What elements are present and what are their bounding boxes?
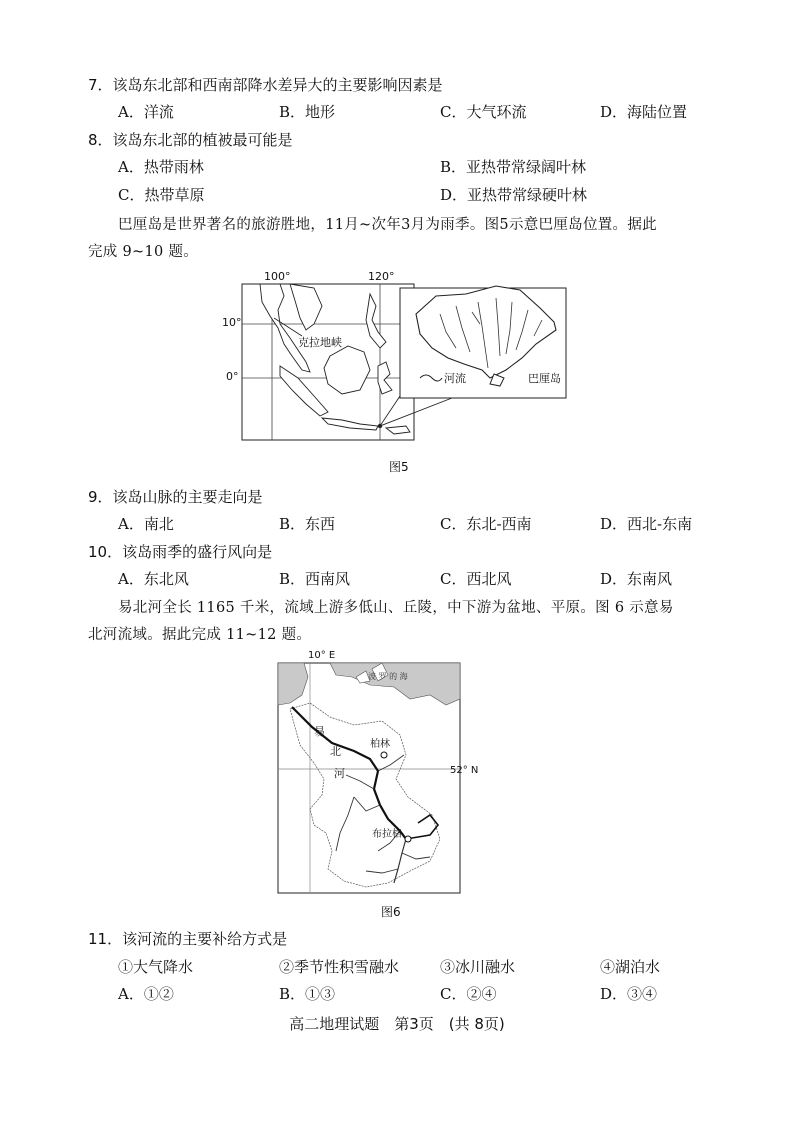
- q7-option-b: B．地形: [279, 103, 336, 121]
- q8-option-a: A．热带雨林: [118, 158, 204, 176]
- question-10-stem: 10．该岛雨季的盛行风向是: [88, 543, 273, 561]
- passage-bali-line2: 完成 9~10 题。: [88, 244, 199, 260]
- fig6-river-char-1: 易: [314, 725, 325, 738]
- q11-option-b: B．①③: [279, 985, 336, 1003]
- q10-option-c: C．西北风: [440, 570, 512, 588]
- figure-5-caption: 图5: [389, 460, 409, 474]
- fig6-lat-label: 52° N: [450, 765, 479, 776]
- fig6-sea-label: 波 罗 的 海: [368, 672, 408, 681]
- question-11-stem: 11．该河流的主要补给方式是: [88, 930, 288, 948]
- fig5-bali-label: 巴厘岛: [528, 372, 561, 385]
- fig6-prague-label: 布拉格: [372, 829, 402, 840]
- q10-option-b: B．西南风: [279, 570, 351, 588]
- fig5-legend-river: 河流: [444, 372, 466, 385]
- fig6-river-char-2: 北: [330, 745, 341, 758]
- passage-bali-line1: 巴厘岛是世界著名的旅游胜地，11月~次年3月为雨季。图5示意巴厘岛位置。据此: [118, 217, 657, 233]
- q11-item-3: ③冰川融水: [440, 958, 516, 976]
- q9-option-a: A．南北: [118, 515, 174, 533]
- q7-option-c: C．大气环流: [440, 103, 527, 121]
- question-7-stem: 7．该岛东北部和西南部降水差异大的主要影响因素是: [88, 76, 443, 94]
- q8-option-c: C．热带草原: [118, 186, 205, 204]
- q9-option-b: B．东西: [279, 515, 336, 533]
- q8-option-d: D．亚热带常绿硬叶林: [440, 186, 588, 204]
- fig5-lat-0: 0°: [226, 370, 239, 383]
- passage-elbe-line1: 易北河全长 1165 千米，流域上游多低山、丘陵，中下游为盆地、平原。图 6 示意易: [118, 600, 674, 616]
- q11-option-d: D．③④: [600, 985, 658, 1003]
- figure-6-map: [270, 647, 490, 897]
- fig5-lon-100: 100°: [264, 270, 291, 283]
- page-footer: 高二地理试题 第3页 (共 8页): [289, 1015, 505, 1033]
- fig6-lon-label: 10° E: [308, 650, 336, 661]
- q11-item-2: ②季节性积雪融水: [279, 958, 400, 976]
- q11-item-1: ①大气降水: [118, 958, 194, 976]
- fig6-river-char-3: 河: [334, 767, 345, 780]
- q11-option-c: C．②④: [440, 985, 497, 1003]
- q7-option-d: D．海陆位置: [600, 103, 688, 121]
- q10-option-a: A．东北风: [118, 570, 189, 588]
- q7-option-a: A．洋流: [118, 103, 174, 121]
- passage-elbe-line2: 北河流域。据此完成 11~12 题。: [88, 627, 312, 643]
- q11-item-4: ④湖泊水: [600, 958, 661, 976]
- q8-option-b: B．亚热带常绿阔叶林: [440, 158, 587, 176]
- question-8-stem: 8．该岛东北部的植被最可能是: [88, 131, 293, 149]
- fig5-lat-10: 10°: [222, 316, 242, 329]
- figure-6-caption: 图6: [381, 905, 401, 919]
- q10-option-d: D．东南风: [600, 570, 673, 588]
- q9-option-c: C．东北-西南: [440, 515, 532, 533]
- fig5-kra-label: 克拉地峡: [298, 336, 342, 349]
- figure-5-map: [210, 266, 580, 446]
- q9-option-d: D．西北-东南: [600, 515, 693, 533]
- q11-option-a: A．①②: [118, 985, 174, 1003]
- fig5-lon-120: 120°: [368, 270, 395, 283]
- fig6-berlin-label: 柏林: [370, 739, 390, 750]
- question-9-stem: 9．该岛山脉的主要走向是: [88, 488, 263, 506]
